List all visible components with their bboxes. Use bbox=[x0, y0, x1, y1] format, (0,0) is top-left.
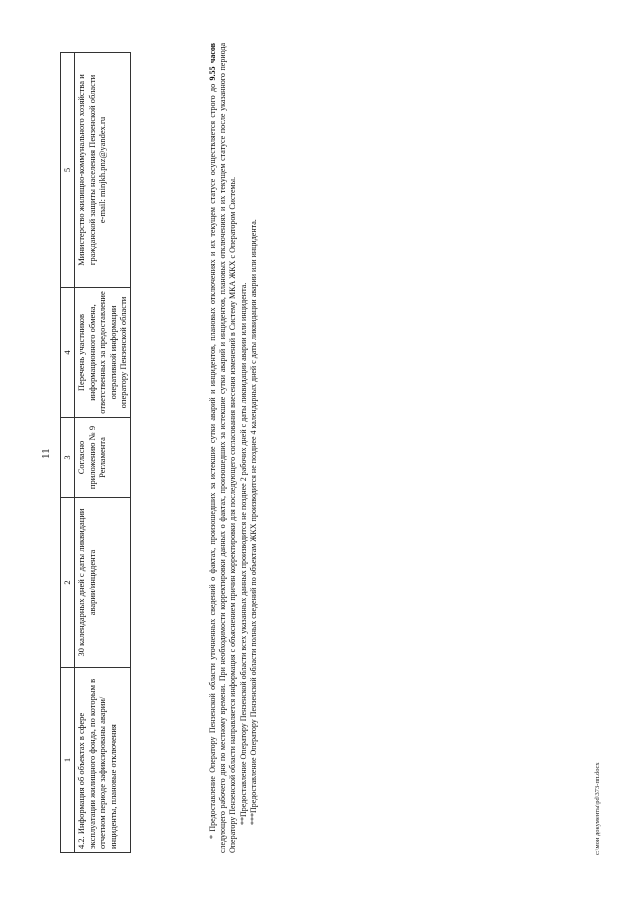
table-header-row bbox=[61, 53, 75, 853]
cell-format: Согласно приложению № 9 Регламента bbox=[75, 418, 131, 498]
recipient-email: e-mail: minjkh.pnz@yandex.ru bbox=[97, 116, 107, 224]
header-col-5: 5 bbox=[61, 53, 75, 288]
header-col-4: 4 bbox=[61, 288, 75, 418]
footnote-1: * Предоставление Оператору Пензенской области уточненных сведений о фактах, произошедших за истекшие сутки аварий и инцидентов, плановых отключениях и их текущем статусе осуществляется строго до 9.55 часов следующего рабочего дня по местному времени. При необходимости корректировки данных о фактах, произошедших за истекшие сутки аварий и инцидентов, плановых отключениях и их текущем статусе после указанного периода Оператору Пензенской области направляется информация с объяснением причин корректировки для последующего согласования внесения изменений в Систему МКА ЖКХ с Оператором Системы. bbox=[208, 42, 238, 853]
document-path: c:\мои документы\pd\373-пп.docx bbox=[594, 762, 601, 855]
footnote-2: **Предоставление Оператору Пензенской области всех указанных данных производится не позднее 2 рабочих дней с даты ликвидации аварии или инцидента. bbox=[238, 282, 248, 825]
header-col-1: 1 bbox=[61, 668, 75, 853]
recipient-organization: Министерство жилищно-коммунального хозяйства и гражданской защиты населения Пензенской области bbox=[76, 74, 97, 266]
cell-providers: Перечень участников информационного обмена, ответственных за предоставление оперативной информации оператору Пензенской области bbox=[75, 288, 131, 418]
header-col-2: 2 bbox=[61, 498, 75, 668]
table-row bbox=[75, 53, 131, 853]
report-table bbox=[60, 52, 131, 853]
page-number: 11 bbox=[40, 448, 52, 459]
header-col-3: 3 bbox=[61, 418, 75, 498]
cell-information-type: 4.2. Информация об объектах в сфере эксплуатации жилищного фонда, по которым в отчетном периоде зафиксированы аварии/инциденты, плановые отключения bbox=[75, 668, 131, 853]
footnotes bbox=[208, 43, 259, 853]
footnote-3: ***Предоставление Оператору Пензенской области полных сведений по объектам ЖКХ производится не позднее 4 календарных дней с даты ликвидации аварии или инцидента. bbox=[248, 219, 258, 825]
cell-deadline: 30 календарных дней с даты ликвидации аварии/инцидента bbox=[75, 498, 131, 668]
cell-recipient bbox=[75, 53, 131, 288]
footnote-1-deadline: 9.55 часов bbox=[208, 42, 217, 81]
